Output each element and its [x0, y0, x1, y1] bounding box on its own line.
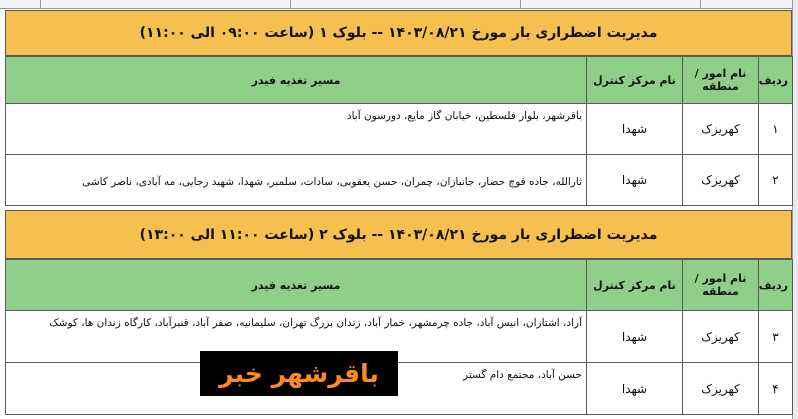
table-row [6, 363, 793, 415]
header-row-number: ردیف [759, 260, 793, 311]
zone-cell: کهریزک [683, 363, 759, 415]
header-feeder-path: مسیر تغذیه فیدر [6, 57, 587, 104]
watermark-badge: باقرشهر خبر [200, 351, 398, 396]
block-2-title: مدیریت اضطراری بار مورخ ۱۴۰۳/۰۸/۲۱ -- بلوک ۲ (ساعت ۱۱:۰۰ الی ۱۳:۰۰) [5, 210, 792, 259]
block-2-table [5, 259, 793, 415]
zone-cell: کهریزک [683, 155, 759, 206]
table-row [6, 104, 793, 155]
row-number: ۲ [759, 155, 793, 206]
header-zone: نام امور / منطقه [683, 260, 759, 311]
feeder-path-cell: ثارالله، جاده قوچ حصار، جانبازان، چمران، حسن یعقوبی، سادات، سلمبر، شهدا، شهید رجایی، مه آبادی، ناصر کاشی [6, 155, 587, 206]
block-1-title: مدیریت اضطراری بار مورخ ۱۴۰۳/۰۸/۲۱ -- بلوک ۱ (ساعت ۰۹:۰۰ الی ۱۱:۰۰) [5, 10, 792, 56]
zone-cell: کهریزک [683, 311, 759, 363]
control-center-cell: شهدا [587, 363, 683, 415]
table-header-row [6, 57, 793, 104]
row-number: ۱ [759, 104, 793, 155]
table-header-row [6, 260, 793, 311]
header-feeder-path: مسیر تغذیه فیدر [6, 260, 587, 311]
feeder-path-cell: باقرشهر، بلوار فلسطین، خیابان گاز مایع، دورسون آباد [6, 104, 587, 155]
table-row [6, 311, 793, 363]
header-row-number: ردیف [759, 57, 793, 104]
block-1-table [5, 56, 793, 206]
header-zone: نام امور / منطقه [683, 57, 759, 104]
zone-cell: کهریزک [683, 104, 759, 155]
table-row [6, 155, 793, 206]
header-control-center: نام مرکز کنترل [587, 57, 683, 104]
header-control-center: نام مرکز کنترل [587, 260, 683, 311]
control-center-cell: شهدا [587, 104, 683, 155]
control-center-cell: شهدا [587, 311, 683, 363]
column-header-strip [0, 0, 798, 9]
control-center-cell: شهدا [587, 155, 683, 206]
row-number: ۳ [759, 311, 793, 363]
feeder-path-cell: آراد، اشتازان، انیس آباد، جاده چرمشهر، خمار آباد، زندان بزرگ تهران، سلیمانیه، صفر آباد، قنبرآباد، کارگاه زندان ها، کوشک [6, 311, 587, 363]
feeder-path-cell: حسن آباد، مجتمع دام گستر [6, 363, 587, 415]
row-number: ۴ [759, 363, 793, 415]
